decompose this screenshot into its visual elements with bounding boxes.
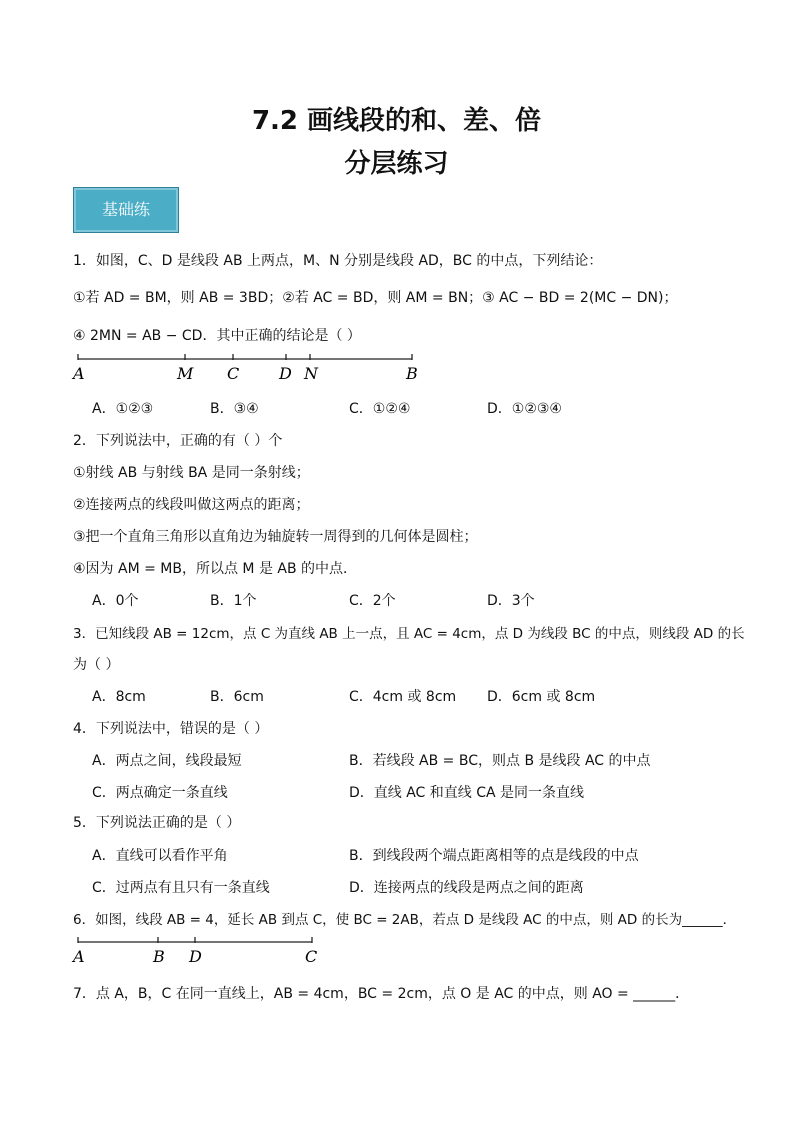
- q1-segment-figure: [70, 352, 430, 384]
- q4-option-c[interactable]: C．两点确定一条直线: [92, 785, 228, 801]
- page-title: 7.2 画线段的和、差、倍: [251, 106, 542, 136]
- q6-label-b: B: [153, 947, 165, 966]
- q6-segment-figure: [70, 935, 330, 969]
- q4-stem: 4．下列说法中，错误的是（ ）: [73, 721, 269, 737]
- q1-label-b: B: [406, 364, 418, 383]
- q5-option-c[interactable]: C．过两点有且只有一条直线: [92, 880, 270, 896]
- q5-option-d[interactable]: D．连接两点的线段是两点之间的距离: [349, 880, 584, 896]
- q6-stem: 6．如图，线段 AB = 4，延长 AB 到点 C，使 BC = 2AB，若点 D 是线段 AC 的中点，则 AD 的长为______．: [73, 912, 737, 928]
- q1-option-c[interactable]: C．①②④: [349, 401, 411, 417]
- q3-option-d[interactable]: D．6cm 或 8cm: [487, 689, 596, 705]
- q1-label-c: C: [227, 364, 240, 383]
- page-subtitle: 分层练习: [344, 149, 449, 179]
- q2-option-d[interactable]: D．3个: [487, 593, 535, 609]
- q3-option-c[interactable]: C．4cm 或 8cm: [349, 689, 457, 705]
- q3-stem-cont: 为（ ）: [73, 657, 120, 673]
- q1-label-d: D: [279, 364, 292, 383]
- section-badge: 基础练: [73, 187, 179, 233]
- q1-line3: ④ 2MN = AB − CD．其中正确的结论是（ ）: [73, 328, 361, 344]
- q2-item-4: ④因为 AM = MB，所以点 M 是 AB 的中点．: [73, 561, 358, 577]
- q3-option-a[interactable]: A．8cm: [92, 689, 146, 705]
- q5-stem: 5．下列说法正确的是（ ）: [73, 815, 241, 831]
- q1-line2: ①若 AD = BM，则 AB = 3BD；②若 AC = BD，则 AM = BN；③ AC − BD = 2(MC − DN)；: [73, 290, 678, 306]
- q2-stem: 2．下列说法中，正确的有（ ）个: [73, 433, 283, 449]
- q2-item-2: ②连接两点的线段叫做这两点的距离；: [73, 497, 310, 513]
- q1-label-n: N: [304, 364, 318, 383]
- q7-stem: 7．点 A，B，C 在同一直线上，AB = 4cm，BC = 2cm，点 O 是 AC 的中点，则 AO = ______．: [73, 986, 690, 1002]
- q1-option-a[interactable]: A．①②③: [92, 401, 154, 417]
- q4-option-b[interactable]: B．若线段 AB = BC，则点 B 是线段 AC 的中点: [349, 753, 651, 769]
- q2-item-3: ③把一个直角三角形以直角边为轴旋转一周得到的几何体是圆柱；: [73, 529, 478, 545]
- q3-option-b[interactable]: B．6cm: [210, 689, 264, 705]
- q1-label-m: M: [177, 364, 194, 383]
- q4-option-d[interactable]: D．直线 AC 和直线 CA 是同一条直线: [349, 785, 585, 801]
- q2-option-a[interactable]: A．0个: [92, 593, 139, 609]
- q4-option-a[interactable]: A．两点之间，线段最短: [92, 753, 242, 769]
- q2-item-1: ①射线 AB 与射线 BA 是同一条射线；: [73, 465, 310, 481]
- q1-stem: 1．如图，C、D 是线段 AB 上两点，M、N 分别是线段 AD，BC 的中点，下列结论：: [73, 253, 603, 269]
- q1-label-a: A: [73, 364, 85, 383]
- q6-label-a: A: [73, 947, 85, 966]
- q6-label-d: D: [189, 947, 202, 966]
- q3-stem: 3．已知线段 AB = 12cm，点 C 为直线 AB 上一点，且 AC = 4cm，点 D 为线段 BC 的中点，则线段 AD 的长: [73, 626, 745, 642]
- q1-option-b[interactable]: B．③④: [210, 401, 259, 417]
- q6-label-c: C: [305, 947, 318, 966]
- q5-option-a[interactable]: A．直线可以看作平角: [92, 848, 228, 864]
- q1-option-d[interactable]: D．①②③④: [487, 401, 562, 417]
- q5-option-b[interactable]: B．到线段两个端点距离相等的点是线段的中点: [349, 848, 639, 864]
- q2-option-c[interactable]: C．2个: [349, 593, 396, 609]
- q2-option-b[interactable]: B．1个: [210, 593, 257, 609]
